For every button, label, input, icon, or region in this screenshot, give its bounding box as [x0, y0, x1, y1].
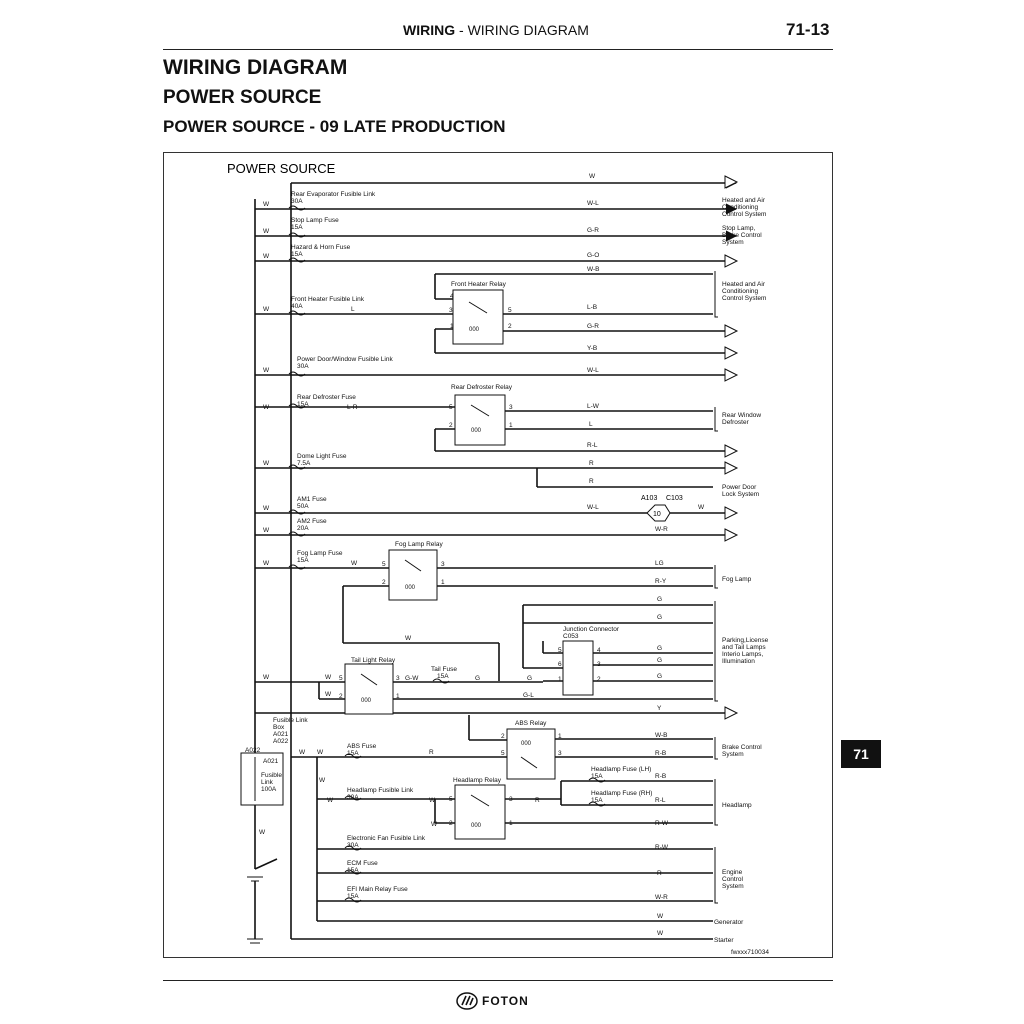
wire-label: R-L [587, 442, 598, 449]
fuse-efi-rating: 15A [347, 893, 359, 900]
doc-subtitle: POWER SOURCE [163, 87, 322, 108]
logo-text: FOTON [482, 994, 529, 1008]
footer-rule [163, 980, 833, 981]
pin-label: 1 [450, 323, 454, 330]
fuse-dome-name: Dome Light Fuse [297, 453, 347, 460]
junction-name: Junction Connector [563, 626, 620, 633]
pin-label: 5 [501, 750, 505, 757]
fusible-box-l2: Box [273, 724, 285, 731]
pin-label: 3 [509, 796, 513, 803]
dest-generator: Generator [714, 919, 744, 926]
pin-label: 2 [339, 693, 343, 700]
fusible-box-l1: Fusible Link [273, 717, 308, 724]
dest-starter: Starter [714, 937, 734, 944]
wire-label: W [263, 560, 270, 567]
wire-label: G-W [405, 675, 419, 682]
wire-label: W [325, 674, 332, 681]
wire-label: W [263, 253, 270, 260]
wire-label: W [263, 505, 270, 512]
wire-label: LG [655, 560, 664, 567]
pin-label: 5 [339, 675, 343, 682]
wire-label: W [657, 913, 664, 920]
fuse-fog-rating: 15A [297, 557, 309, 564]
connector-pin: 10 [653, 511, 661, 518]
wire-label: R-B [655, 773, 667, 780]
svg-text:000: 000 [405, 585, 416, 591]
fuse-fog-name: Fog Lamp Fuse [297, 550, 343, 557]
fuse-hazard-name: Hazard & Horn Fuse [291, 244, 351, 251]
svg-text:000: 000 [469, 327, 480, 333]
wire-label: L-R [347, 404, 358, 411]
wire-label: R [589, 460, 594, 467]
wire-label: Y-B [587, 345, 598, 352]
connector-a103: A103 [641, 495, 658, 502]
pin-label: 2 [449, 422, 453, 429]
fusible-link-l2: Link [261, 779, 273, 786]
wire-label: W-R [655, 526, 668, 533]
wire-label: R [429, 749, 434, 756]
wire-label: W [698, 504, 705, 511]
connector-c103: C103 [666, 495, 683, 502]
fusible-box-l3: A021 [273, 731, 289, 738]
brand-logo [456, 992, 529, 1010]
dest-brake-control: Brake Control System [722, 744, 762, 758]
section-tab: 71 [841, 740, 881, 768]
pin-label: 5 [449, 796, 453, 803]
wire-label: W [351, 560, 358, 567]
pin-label: 6 [558, 661, 562, 668]
wire-label: W-B [587, 266, 600, 273]
pin-label: 2 [597, 676, 601, 683]
wire-label: W [263, 527, 270, 534]
wire-label: W [327, 797, 334, 804]
fuse-headlamp-lh-rating: 15A [591, 773, 603, 780]
wire-label: W [317, 749, 324, 756]
wiring-diagram [164, 153, 832, 957]
fuse-am2-name: AM2 Fuse [297, 518, 327, 525]
wire-label: R [657, 870, 662, 877]
wire-label: G [657, 596, 663, 603]
dest-heated-ac-1: Heated and Air Conditioning Control System [722, 197, 767, 218]
dest-engine-control: Engine Control System [722, 869, 744, 890]
svg-text:000: 000 [521, 741, 532, 747]
wire-label: W [429, 797, 436, 804]
wire-label: W [299, 749, 306, 756]
wire-label: G-O [587, 252, 600, 259]
fuse-front-heater-name: Front Heater Fusible Link [291, 296, 364, 303]
header-rule [163, 49, 833, 50]
fuse-front-heater-rating: 40A [291, 303, 303, 310]
relay-headlamp-label: Headlamp Relay [453, 777, 502, 784]
fuse-ecm-name: ECM Fuse [347, 860, 378, 867]
pin-label: 4 [597, 647, 601, 654]
fuse-rear-defroster-rating: 15A [297, 401, 309, 408]
dest-power-door-lock: Power Door Lock System [722, 484, 760, 498]
pin-label: 4 [450, 293, 454, 300]
dest-heated-ac-2: Heated and Air Conditioning Control System [722, 281, 767, 302]
dest-rear-window: Rear Window Defroster [722, 412, 762, 426]
wire-label: G-L [523, 692, 534, 699]
fuse-dome-rating: 7.5A [297, 460, 311, 467]
wire-label: G [527, 675, 533, 682]
diagram-frame [163, 152, 833, 958]
wire-label: G [657, 673, 663, 680]
pin-label: 2 [501, 733, 505, 740]
wire-label: W [259, 829, 266, 836]
wire-label: W-R [655, 894, 668, 901]
pin-label: 1 [509, 820, 513, 827]
wire-label: G-R [587, 227, 599, 234]
dest-fog-lamp: Fog Lamp [722, 576, 752, 583]
header-section: WIRING [403, 22, 456, 38]
fuse-am2-rating: 20A [297, 525, 309, 532]
wire-label: W [263, 201, 270, 208]
wire-label: W [263, 460, 270, 467]
wire-label: W [657, 930, 664, 937]
fuse-tail-rating: 15A [437, 673, 449, 680]
fuse-am1-name: AM1 Fuse [297, 496, 327, 503]
relay-front-heater-label: Front Heater Relay [451, 281, 506, 288]
wire-label: W [589, 173, 596, 180]
pin-label: 5 [449, 404, 453, 411]
fusible-box-a022: A022 [245, 747, 261, 754]
wire-label: W [263, 306, 270, 313]
svg-text:000: 000 [361, 698, 372, 704]
junction-code: C053 [563, 633, 579, 640]
wire-label: L-B [587, 304, 598, 311]
dest-headlamp: Headlamp [722, 802, 752, 809]
fuse-headlamp-link-rating: 30A [347, 794, 359, 801]
header-separator: - [455, 22, 468, 38]
wire-label: G [657, 657, 663, 664]
fuse-hazard-rating: 15A [291, 251, 303, 258]
wire-label: L-W [587, 403, 599, 410]
fuse-headlamp-lh-name: Headlamp Fuse (LH) [591, 766, 652, 773]
pin-label: 3 [558, 750, 562, 757]
dest-parking: Parking,License and Tail Lamps Interio Lamps, Illumination [722, 637, 769, 665]
wire-label: R-W [655, 844, 668, 851]
foton-logo-icon [456, 992, 478, 1010]
fuse-power-door-name: Power Door/Window Fusible Link [297, 356, 393, 363]
fuse-am1-rating: 50A [297, 503, 309, 510]
diagram-title: POWER SOURCE [227, 161, 336, 176]
fuse-stop-lamp-rating: 15A [291, 224, 303, 231]
fuse-efi-name: EFI Main Relay Fuse [347, 886, 408, 893]
fuse-fan-name: Electronic Fan Fusible Link [347, 835, 426, 842]
wire-label: G [657, 645, 663, 652]
fuse-headlamp-rh-rating: 15A [591, 797, 603, 804]
wire-label: W [263, 674, 270, 681]
wire-label: W [325, 691, 332, 698]
wire-label: W-L [587, 504, 599, 511]
wire-label: R-W [655, 820, 668, 827]
wire-label: W [405, 635, 412, 642]
fuse-power-door-rating: 30A [297, 363, 309, 370]
pin-label: 1 [441, 579, 445, 586]
fuse-fan-rating: 30A [347, 842, 359, 849]
wire-label: Y [657, 705, 662, 712]
doc-title: WIRING DIAGRAM [163, 56, 348, 79]
page-number: 71-13 [786, 20, 830, 39]
fusible-box-l4: A022 [273, 738, 289, 745]
relay-fog-label: Fog Lamp Relay [395, 541, 443, 548]
wire-label: W-B [655, 732, 668, 739]
dest-stop-lamp: Stop Lamp, Brake Control System [722, 225, 762, 246]
fuse-abs-name: ABS Fuse [347, 743, 377, 750]
wire-label: W [431, 821, 438, 828]
wire-label: R-L [655, 797, 666, 804]
fuse-abs-rating: 15A [347, 750, 359, 757]
page-header [0, 20, 1024, 44]
pin-label: 2 [508, 323, 512, 330]
header-title [403, 22, 589, 38]
svg-text:000: 000 [471, 823, 482, 829]
pin-label: 3 [509, 404, 513, 411]
wire-label: R-B [655, 750, 667, 757]
pin-label: 3 [597, 661, 601, 668]
relay-tail-label: Tail Light Relay [351, 657, 396, 664]
doc-section-title: POWER SOURCE - 09 LATE PRODUCTION [163, 117, 506, 136]
fuse-rear-evap-rating: 30A [291, 198, 303, 205]
pin-label: 5 [558, 647, 562, 654]
doc-id: fwxxx710034 [731, 949, 769, 956]
wire-label: W [263, 367, 270, 374]
wire-label: L [351, 306, 355, 313]
relay-rear-defroster-label: Rear Defroster Relay [451, 384, 513, 391]
pin-label: 5 [382, 561, 386, 568]
pin-label: 1 [396, 693, 400, 700]
pin-label: 3 [396, 675, 400, 682]
fuse-headlamp-rh-name: Headlamp Fuse (RH) [591, 790, 653, 797]
fusible-link-l1: Fusible [261, 772, 282, 779]
pin-label: 3 [441, 561, 445, 568]
fuse-rear-evap-name: Rear Evaporator Fusible Link [291, 191, 376, 198]
relay-abs-label: ABS Relay [515, 720, 547, 727]
wire-label: L [589, 421, 593, 428]
wire-label: W [263, 228, 270, 235]
svg-text:000: 000 [471, 428, 482, 434]
wire-label: W [319, 777, 326, 784]
fuse-ecm-rating: 15A [347, 867, 359, 874]
pin-label: 1 [558, 676, 562, 683]
fusible-link-l3: 100A [261, 786, 277, 793]
fuse-stop-lamp-name: Stop Lamp Fuse [291, 217, 339, 224]
fusible-box-a021: A021 [263, 758, 279, 765]
wire-label: R [589, 478, 594, 485]
wire-label: R-Y [655, 578, 667, 585]
fuse-rear-defroster-name: Rear Defroster Fuse [297, 394, 356, 401]
wire-label: W [263, 404, 270, 411]
wire-label: R [535, 797, 540, 804]
pin-label: 5 [508, 307, 512, 314]
pin-label: 2 [382, 579, 386, 586]
pin-label: 1 [509, 422, 513, 429]
fuse-tail-name: Tail Fuse [431, 666, 458, 673]
fuse-headlamp-link-name: Headlamp Fusible Link [347, 787, 414, 794]
header-subsection: WIRING DIAGRAM [467, 22, 589, 38]
wire-label: G [475, 675, 481, 682]
wire-label: W-L [587, 200, 599, 207]
wire-label: G-R [587, 323, 599, 330]
wire-label: W-L [587, 367, 599, 374]
wire-label: G [657, 614, 663, 621]
pin-label: 3 [449, 307, 453, 314]
pin-label: 2 [449, 820, 453, 827]
pin-label: 1 [558, 733, 562, 740]
